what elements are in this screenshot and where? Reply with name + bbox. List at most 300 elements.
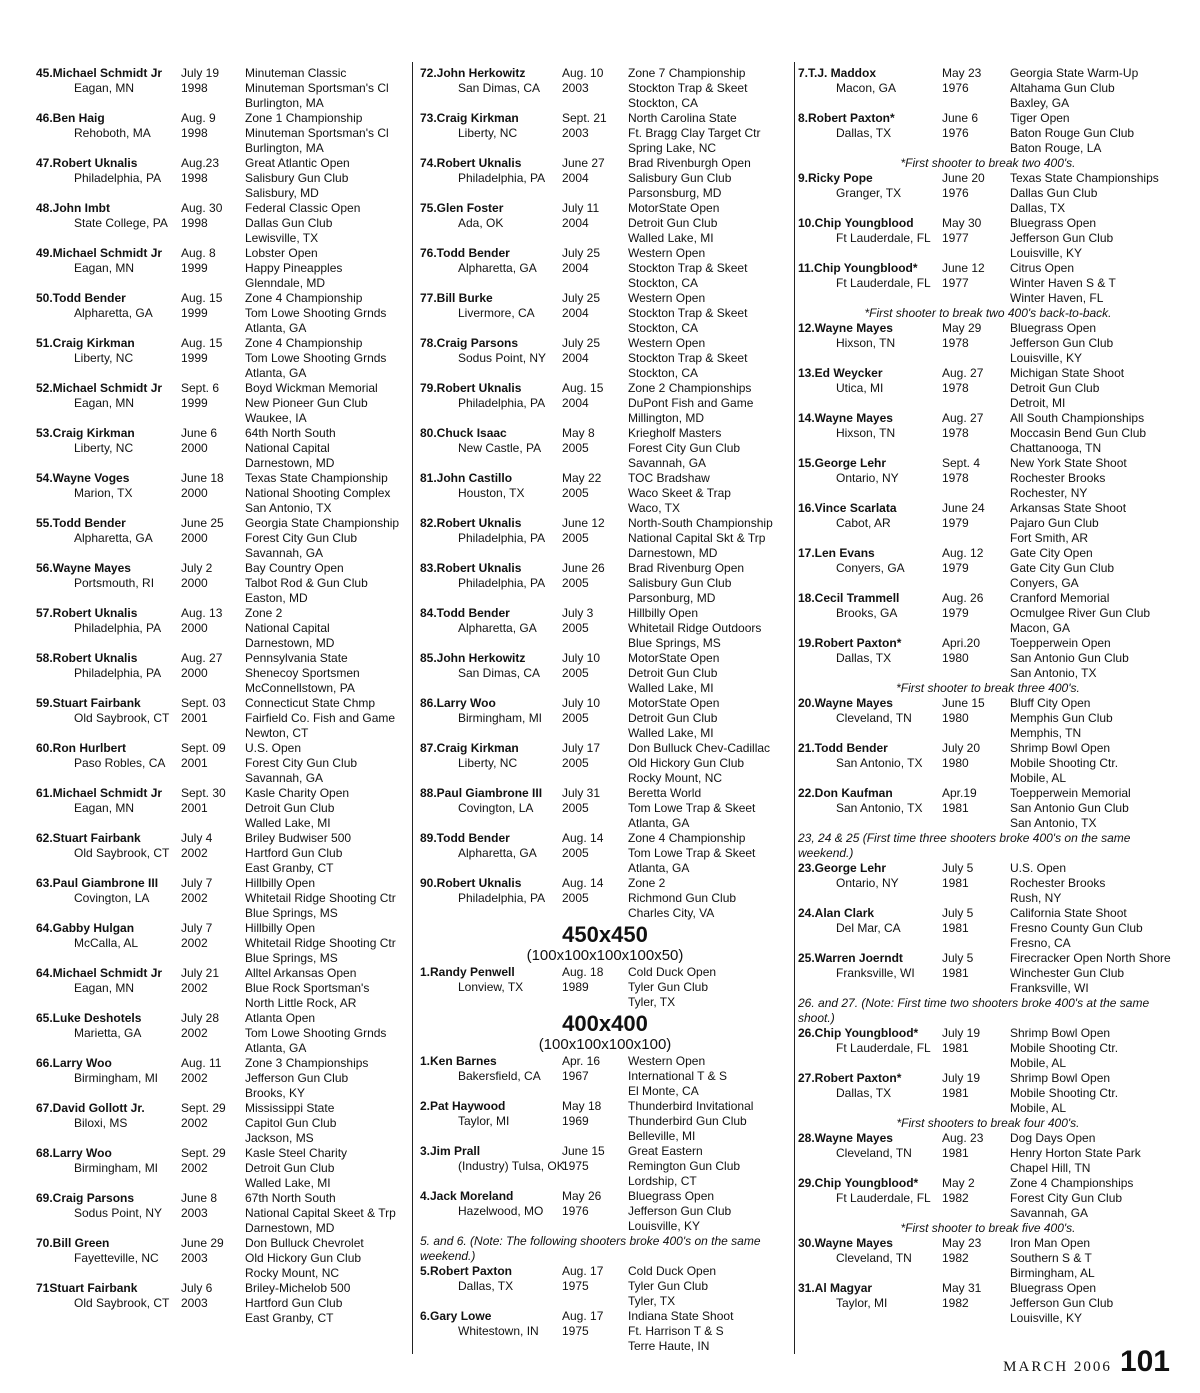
shoot-event: Bluff City Open Memphis Gun Club Memphis, TN <box>1010 696 1113 740</box>
entry-list <box>798 66 1178 156</box>
shooter <box>798 111 942 156</box>
shoot-event: Western Open Stockton Trap & Skeet Stockton, CA <box>628 246 748 290</box>
shoot-event: Zone 4 Championship Tom Lowe Trap & Skeet Atlanta, GA <box>628 831 756 875</box>
record-entry <box>36 1191 408 1236</box>
shooter <box>36 606 181 651</box>
shooter-name: 13.Ed Weycker <box>798 366 883 380</box>
shooter-hometown: Cleveland, TN <box>836 1146 912 1160</box>
shoot-date: Sept. 03 2001 <box>181 696 226 725</box>
shoot-event: Bluegrass Open Jefferson Gun Club Louisville, KY <box>1010 216 1114 260</box>
shooter-hometown: Conyers, GA <box>836 561 905 575</box>
shoot-event: Texas State Championship National Shooting Complex San Antonio, TX <box>245 471 391 515</box>
shoot-event: Lobster Open Happy Pineapples Glenndale, MD <box>245 246 343 290</box>
shoot-date: Aug. 14 2005 <box>562 831 604 860</box>
shoot-date: June 6 2000 <box>181 426 218 455</box>
shoot-date: July 4 2002 <box>181 831 213 860</box>
section-subtitle-400: (100x100x100x100) <box>538 1036 672 1053</box>
column-right <box>798 66 1178 1326</box>
shooter-hometown: Ada, OK <box>458 216 504 230</box>
record-entry <box>420 1264 790 1309</box>
shooter-hometown: Sodus Point, NY <box>74 1206 163 1220</box>
record-entry <box>36 876 408 921</box>
shooter <box>798 1176 942 1221</box>
shooter <box>798 411 942 456</box>
shoot-date: July 17 2005 <box>562 741 601 770</box>
shooter <box>420 516 562 561</box>
shooter-hometown: Fayetteville, NC <box>74 1251 159 1265</box>
record-entry <box>36 156 408 201</box>
shoot-event: Shrimp Bowl Open Mobile Shooting Ctr. Mobile, AL <box>1010 741 1119 785</box>
shooter <box>420 336 562 381</box>
shoot-date: June 15 1980 <box>942 696 985 725</box>
column-left <box>36 66 408 1326</box>
shooter-hometown: Marietta, GA <box>74 1026 142 1040</box>
shooter-name: 68.Larry Woo <box>36 1146 112 1160</box>
record-entry <box>36 336 408 381</box>
shooter-hometown: Dallas, TX <box>458 1279 514 1293</box>
shoot-date: Aug. 27 2000 <box>181 651 223 680</box>
shooter-hometown: Hixson, TN <box>836 426 896 440</box>
shooter-hometown: Rehoboth, MA <box>74 126 151 140</box>
record-entry <box>420 561 790 606</box>
shoot-event: Don Bulluck Chev-Cadillac Old Hickory Gun Club Rocky Mount, NC <box>628 741 771 785</box>
shooter <box>798 456 942 501</box>
shoot-event: Michigan State Shoot Detroit Gun Club Detroit, MI <box>1010 366 1125 410</box>
shoot-date: July 10 2005 <box>562 696 601 725</box>
shooter-name: 1.Randy Penwell <box>420 965 515 979</box>
shooter-hometown: New Castle, PA <box>458 441 542 455</box>
shoot-event: Bluegrass Open Jefferson Gun Club Louisville, KY <box>1010 1281 1114 1325</box>
shooter-name: 30.Wayne Mayes <box>798 1236 893 1250</box>
shooter-name: 7.T.J. Maddox <box>798 66 877 80</box>
shoot-event: Zone 2 Championships DuPont Fish and Game Millington, MD <box>628 381 754 425</box>
shooter-hometown: Franksville, WI <box>836 966 915 980</box>
record-entry <box>798 741 1178 786</box>
shooter <box>36 1191 181 1236</box>
shoot-event: Citrus Open Winter Haven S & T Winter Haven, FL <box>1010 261 1116 305</box>
record-entry <box>420 381 790 426</box>
shoot-event: Toepperwein Memorial San Antonio Gun Club San Antonio, TX <box>1010 786 1131 830</box>
shooter-hometown: Alpharetta, GA <box>458 846 537 860</box>
shooter-name: 77.Bill Burke <box>420 291 493 305</box>
shooter-name: 48.John Imbt <box>36 201 111 215</box>
section-title-400: 400x400 <box>562 1011 648 1036</box>
note: 26. and 27. (Note: First time two shooters broke 400's at the same shoot.) <box>798 996 1150 1025</box>
shoot-event: Shrimp Bowl Open Mobile Shooting Ctr. Mobile, AL <box>1010 1026 1119 1070</box>
shooter-name: 76.Todd Bender <box>420 246 510 260</box>
record-entry <box>36 471 408 516</box>
shooter-name: 11.Chip Youngblood* <box>798 261 918 275</box>
shoot-date: Aug. 15 1999 <box>181 336 223 365</box>
shooter-hometown: Brooks, GA <box>836 606 898 620</box>
record-entry <box>798 1281 1178 1326</box>
record-entry <box>420 156 790 201</box>
record-entry <box>798 456 1178 501</box>
shoot-date: Aug. 17 1975 <box>562 1264 604 1293</box>
shooter <box>420 1189 562 1234</box>
shooter-hometown: San Dimas, CA <box>458 666 541 680</box>
shoot-date: May 30 1977 <box>942 216 982 245</box>
shooter <box>798 366 942 411</box>
record-entry <box>36 1011 408 1056</box>
shooter-hometown: Cabot, AR <box>836 516 891 530</box>
shoot-event: New York State Shoot Rochester Brooks Rochester, NY <box>1010 456 1127 500</box>
record-entry <box>798 636 1178 681</box>
shoot-event: California State Shoot Fresno County Gun Club Fresno, CA <box>1010 906 1143 950</box>
shoot-event: Mississippi State Capitol Gun Club Jackson, MS <box>245 1101 337 1145</box>
record-entry <box>420 741 790 786</box>
shoot-date: Aug. 12 1979 <box>942 546 984 575</box>
shooter-name: 57.Robert Uknalis <box>36 606 138 620</box>
shooter <box>798 321 942 366</box>
shoot-date: Apr. 16 1967 <box>562 1054 601 1083</box>
shoot-event: Western Open International T & S El Monte, CA <box>628 1054 727 1098</box>
shooter-name: 56.Wayne Mayes <box>36 561 131 575</box>
shooter-name: 74.Robert Uknalis <box>420 156 522 170</box>
record-entry <box>798 1026 1178 1071</box>
shooter <box>798 696 942 741</box>
shoot-event: Hillbilly Open Whitetail Ridge Outdoors Blue Springs, MS <box>628 606 762 650</box>
record-entry <box>36 66 408 111</box>
shoot-date: Aug. 14 2005 <box>562 876 604 905</box>
shoot-date: Aug. 9 1998 <box>181 111 216 140</box>
shoot-event: Brad Rivenburg Open Salisbury Gun Club Parsonburg, MD <box>628 561 745 605</box>
shoot-date: May 23 1982 <box>942 1236 982 1265</box>
shooter-hometown: Dallas, TX <box>836 1086 892 1100</box>
shoot-event: 67th North South National Capital Skeet & Trp Darnestown, MD <box>245 1191 396 1235</box>
entry-list <box>798 1026 1178 1116</box>
page-number: 101 <box>1119 1345 1170 1378</box>
shooter <box>420 1144 565 1189</box>
shoot-date: Aug. 10 2003 <box>562 66 604 95</box>
record-entry <box>36 111 408 156</box>
shoot-date: Aug. 18 1989 <box>562 965 604 994</box>
shoot-date: June 12 2005 <box>562 516 605 545</box>
shoot-date: June 24 1979 <box>942 501 985 530</box>
shoot-event: Kasle Charity Open Detroit Gun Club Walled Lake, MI <box>245 786 350 830</box>
shoot-event: Brad Rivenburgh Open Salisbury Gun Club Parsonsburg, MD <box>628 156 751 200</box>
shooter-hometown: Portsmouth, RI <box>74 576 155 590</box>
shooter-hometown: (Industry) Tulsa, OK <box>458 1159 565 1173</box>
shooter-name: 17.Len Evans <box>798 546 875 560</box>
shooter-name: 50.Todd Bender <box>36 291 126 305</box>
shoot-date: July 11 2004 <box>562 201 600 230</box>
shooter-hometown: Eagan, MN <box>74 981 135 995</box>
shoot-event: Tiger Open Baton Rouge Gun Club Baton Rouge, LA <box>1010 111 1135 155</box>
shoot-date: July 25 2004 <box>562 336 601 365</box>
shoot-event: Zone 1 Championship Minuteman Sportsman's Cl Burlington, MA <box>245 111 389 155</box>
shoot-date: May 2 1982 <box>942 1176 975 1205</box>
shoot-date: Aug. 30 1998 <box>181 201 223 230</box>
record-entry <box>36 741 408 786</box>
shoot-event: Cold Duck Open Tyler Gun Club Tyler, TX <box>628 1264 717 1308</box>
shoot-date: July 25 2004 <box>562 246 601 275</box>
shoot-event: Bay Country Open Talbot Rod & Gun Club Easton, MD <box>245 561 368 605</box>
record-entry <box>36 246 408 291</box>
shoot-event: Beretta World Tom Lowe Trap & Skeet Atlanta, GA <box>628 786 756 830</box>
shoot-event: Kriegholf Masters Forest City Gun Club Savannah, GA <box>628 426 741 470</box>
shoot-date: Sept. 09 2001 <box>181 741 226 770</box>
shooter-hometown: Macon, GA <box>836 81 897 95</box>
shoot-date: Aug. 26 1979 <box>942 591 984 620</box>
shoot-date: Sept. 30 2001 <box>181 786 226 815</box>
shoot-date: July 7 2002 <box>181 876 213 905</box>
shooter-name: 90.Robert Uknalis <box>420 876 522 890</box>
shooter-name: 28.Wayne Mayes <box>798 1131 893 1145</box>
section-title-450: 450x450 <box>562 922 648 947</box>
shooter-hometown: Houston, TX <box>458 486 525 500</box>
shooter <box>420 831 562 876</box>
shooter-hometown: Philadelphia, PA <box>458 576 546 590</box>
shooter-hometown: Birmingham, MI <box>74 1071 159 1085</box>
record-entry <box>420 471 790 516</box>
shooter <box>798 1071 942 1116</box>
shoot-event: Cold Duck Open Tyler Gun Club Tyler, TX <box>628 965 717 1009</box>
shooter-hometown: Lonview, TX <box>458 980 524 994</box>
record-entry <box>36 921 408 966</box>
shoot-event: Connecticut State Chmp Fairfield Co. Fish and Game Newton, CT <box>245 696 396 740</box>
shoot-date: July 5 1981 <box>942 861 974 890</box>
record-entry <box>798 1071 1178 1116</box>
shoot-event: Federal Classic Open Dallas Gun Club Lewisville, TX <box>245 201 361 245</box>
shooter-hometown: Cleveland, TN <box>836 711 912 725</box>
shooter <box>36 381 181 426</box>
shooter <box>420 786 562 831</box>
shooter <box>36 966 181 1011</box>
shooter-name: 18.Cecil Trammell <box>798 591 900 605</box>
shooter-name: 10.Chip Youngblood <box>798 216 914 230</box>
shoot-event: MotorState Open Detroit Gun Club Walled Lake, MI <box>628 201 720 245</box>
shooter <box>798 1131 942 1176</box>
entry-list <box>798 696 1178 831</box>
shoot-date: Aug. 11 2002 <box>181 1056 222 1085</box>
record-entry <box>798 951 1178 996</box>
shoot-event: Iron Man Open Southern S & T Birmingham, AL <box>1010 1236 1095 1280</box>
record-entry <box>798 111 1178 156</box>
shooter <box>420 156 562 201</box>
shooter-hometown: Covington, LA <box>458 801 534 815</box>
shoot-event: All South Championships Moccasin Bend Gun Club Chattanooga, TN <box>1010 411 1147 455</box>
shooter-hometown: Eagan, MN <box>74 261 135 275</box>
shooter <box>36 1011 181 1056</box>
shooter <box>36 876 181 921</box>
shoot-date: May 18 1969 <box>562 1099 602 1128</box>
shooter-name: 51.Craig Kirkman <box>36 336 135 350</box>
shooter <box>36 426 181 471</box>
shooter-name: 67.David Gollott Jr. <box>36 1101 145 1115</box>
shooter-hometown: Hixson, TN <box>836 336 896 350</box>
shooter-name: 21.Todd Bender <box>798 741 888 755</box>
shooter <box>420 381 562 426</box>
shoot-event: Arkansas State Shoot Pajaro Gun Club Fort Smith, AR <box>1010 501 1127 545</box>
column-middle <box>420 66 790 1354</box>
entry-list <box>798 861 1178 996</box>
shoot-event: Pennsylvania State Shenecoy Sportsmen McConnellstown, PA <box>245 651 360 695</box>
shooter-name: 54.Wayne Voges <box>36 471 130 485</box>
shooter-name: 20.Wayne Mayes <box>798 696 893 710</box>
shoot-event: North Carolina State Ft. Bragg Clay Target Ctr Spring Lake, NC <box>628 111 761 155</box>
shooter-name: 19.Robert Paxton* <box>798 636 902 650</box>
shooter <box>798 636 942 681</box>
record-entry <box>420 1189 790 1234</box>
shoot-event: Great Eastern Remington Gun Club Lordship, CT <box>628 1144 741 1188</box>
record-entry <box>420 1144 790 1189</box>
shoot-event: Boyd Wickman Memorial New Pioneer Gun Club Waukee, IA <box>245 381 378 425</box>
shoot-date: Aug. 23 1981 <box>942 1131 984 1160</box>
shooter <box>36 1056 181 1101</box>
record-entry <box>420 201 790 246</box>
shooter-hometown: Utica, MI <box>836 381 884 395</box>
entry-list <box>420 66 790 921</box>
shooter-name: 82.Robert Uknalis <box>420 516 522 530</box>
shooter-name: 79.Robert Uknalis <box>420 381 522 395</box>
shoot-date: June 26 2005 <box>562 561 605 590</box>
note: *First shooter to break three 400's. <box>896 681 1080 695</box>
shoot-event: Firecracker Open North Shore Winchester Gun Club Franksville, WI <box>1010 951 1171 995</box>
shooter-hometown: Philadelphia, PA <box>74 621 162 635</box>
shooter <box>36 111 181 156</box>
section-subtitle-450: (100x100x100x100x50) <box>526 947 684 964</box>
shooter-hometown: Paso Robles, CA <box>74 756 166 770</box>
shooter-hometown: Dallas, TX <box>836 126 892 140</box>
shooter <box>36 741 181 786</box>
shoot-date: July 25 2004 <box>562 291 601 320</box>
shooter-hometown: Biloxi, MS <box>74 1116 128 1130</box>
shooter <box>420 1309 562 1354</box>
shooter-hometown: Livermore, CA <box>458 306 535 320</box>
shooter <box>36 336 181 381</box>
shooter-hometown: Ft Lauderdale, FL <box>836 231 931 245</box>
shoot-event: MotorState Open Detroit Gun Club Walled Lake, MI <box>628 696 720 740</box>
record-entry <box>36 516 408 561</box>
shoot-event: Dog Days Open Henry Horton State Park Chapel Hill, TN <box>1010 1131 1141 1175</box>
record-entry <box>36 696 408 741</box>
shoot-event: Atlanta Open Tom Lowe Shooting Grnds Atlanta, GA <box>245 1011 387 1055</box>
shooter <box>420 606 562 651</box>
shoot-event: Alltel Arkansas Open Blue Rock Sportsman's North Little Rock, AR <box>245 966 370 1010</box>
shooter-name: 24.Alan Clark <box>798 906 875 920</box>
shoot-event: Gate City Open Gate City Gun Club Conyers, GA <box>1010 546 1115 590</box>
shooter <box>420 111 562 156</box>
shooter-name: 66.Larry Woo <box>36 1056 112 1070</box>
record-entry <box>36 426 408 471</box>
shoot-date: June 6 1976 <box>942 111 979 140</box>
shooter-name: 46.Ben Haig <box>36 111 105 125</box>
column-divider <box>412 62 413 1354</box>
shoot-date: May 29 1978 <box>942 321 982 350</box>
record-entry <box>798 171 1178 216</box>
note: *First shooter to break two 400's. <box>900 156 1076 170</box>
shoot-date: June 29 2003 <box>181 1236 224 1265</box>
page-footer <box>1003 1345 1170 1379</box>
shoot-event: Zone 7 Championship Stockton Trap & Skeet Stockton, CA <box>628 66 748 110</box>
shooter <box>798 546 942 591</box>
shooter <box>420 561 562 606</box>
issue-date: MARCH 2006 <box>1003 1359 1112 1375</box>
shooter <box>36 1281 181 1326</box>
record-entry <box>420 516 790 561</box>
shooter <box>36 651 181 696</box>
entry-list <box>798 1131 1178 1221</box>
shoot-event: Georgia State Championship Forest City Gun Club Savannah, GA <box>245 516 400 560</box>
shooter <box>798 261 942 306</box>
record-entry <box>36 786 408 831</box>
shoot-date: June 27 2004 <box>562 156 605 185</box>
shooter-hometown: Philadelphia, PA <box>74 666 162 680</box>
record-entry <box>798 546 1178 591</box>
shooter <box>798 741 942 786</box>
record-entry <box>420 1309 790 1354</box>
record-entry <box>420 651 790 696</box>
shoot-date: July 19 1981 <box>942 1071 981 1100</box>
record-entry <box>36 381 408 426</box>
shooter <box>420 291 562 336</box>
shooter-name: 31.Al Magyar <box>798 1281 873 1295</box>
shooter-name: 60.Ron Hurlbert <box>36 741 127 755</box>
shoot-event: TOC Bradshaw Waco Skeet & Trap Waco, TX <box>628 471 731 515</box>
shooter-hometown: Ontario, NY <box>836 471 899 485</box>
record-entry <box>798 906 1178 951</box>
shooter <box>36 291 181 336</box>
record-entry <box>798 411 1178 456</box>
shoot-date: July 5 1981 <box>942 906 974 935</box>
record-entry <box>420 66 790 111</box>
shooter-name: 69.Craig Parsons <box>36 1191 135 1205</box>
record-entry <box>36 291 408 336</box>
shooter-name: 47.Robert Uknalis <box>36 156 138 170</box>
record-entry <box>36 1236 408 1281</box>
shooter-hometown: Marion, TX <box>74 486 133 500</box>
shoot-date: July 19 1981 <box>942 1026 981 1055</box>
shooter-hometown: Granger, TX <box>836 186 902 200</box>
shooter-name: 2.Pat Haywood <box>420 1099 506 1113</box>
shooter <box>420 426 562 471</box>
shooter-hometown: Eagan, MN <box>74 801 135 815</box>
record-entry <box>798 66 1178 111</box>
note: 5. and 6. (Note: The following shooters broke 400's on the same weekend.) <box>420 1234 761 1263</box>
record-entry <box>420 1054 790 1099</box>
shooter-name: 26.Chip Youngblood* <box>798 1026 919 1040</box>
shooter-name: 85.John Herkowitz <box>420 651 526 665</box>
shooter <box>36 516 181 561</box>
shoot-date: July 2 2000 <box>181 561 213 590</box>
shoot-date: June 25 2000 <box>181 516 224 545</box>
shooter <box>798 171 942 216</box>
shooter-name: 3.Jim Prall <box>420 1144 481 1158</box>
shoot-date: July 19 1998 <box>181 66 220 95</box>
note: *First shooters to break four 400's. <box>896 1116 1080 1130</box>
shoot-date: June 20 1976 <box>942 171 985 200</box>
entry-list <box>420 1264 790 1354</box>
shoot-date: Aug. 15 2004 <box>562 381 604 410</box>
record-entry <box>798 786 1178 831</box>
shooter <box>798 1236 942 1281</box>
record-entry <box>420 606 790 651</box>
shooter-hometown: Ft Lauderdale, FL <box>836 1041 931 1055</box>
shoot-date: June 18 2000 <box>181 471 224 500</box>
shooter-name: 23.George Lehr <box>798 861 887 875</box>
shoot-date: Aug. 13 2000 <box>181 606 223 635</box>
shooter <box>420 201 562 246</box>
shooter-name: 88.Paul Giambrone III <box>420 786 543 800</box>
record-entry <box>798 366 1178 411</box>
shoot-date: July 31 2005 <box>562 786 601 815</box>
record-entry <box>798 696 1178 741</box>
shooter <box>36 696 181 741</box>
entry-list <box>420 965 790 1010</box>
shooter-hometown: Hazelwood, MO <box>458 1204 544 1218</box>
shooter-name: 78.Craig Parsons <box>420 336 519 350</box>
